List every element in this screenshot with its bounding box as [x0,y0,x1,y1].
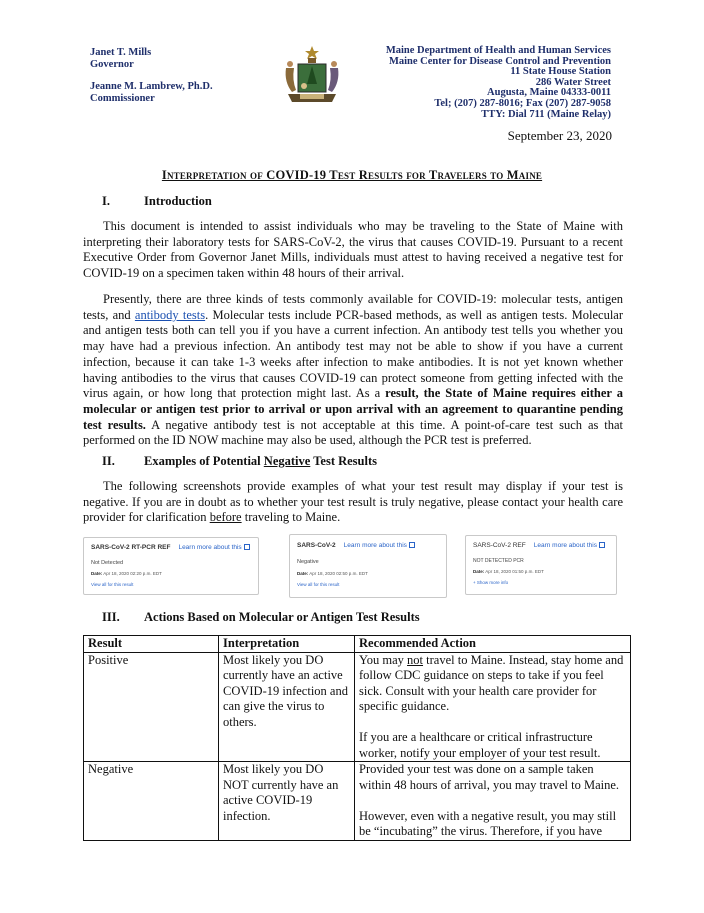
phone-fax: Tel; (207) 287-8016; Fax (207) 287-9058 [434,97,611,109]
examples-paragraph: The following screenshots provide examples of what your test result may display if your test is negative. If you are in doubt as to whether your test result is truly negative, please contact your health care provider for clarification before traveling to Maine. [83,479,623,525]
view-all-link[interactable]: View all for this result [91,582,134,587]
governor-title: Governor [90,59,134,70]
show-more-link[interactable]: + Show more info [473,580,509,585]
antibody-tests-link[interactable]: antibody tests [134,307,206,322]
card-date: Date: Apr 18, 2020 02:50 p.m. EDT [297,571,368,576]
table-row [84,652,631,762]
learn-more-link[interactable]: Learn more about this [178,544,242,551]
column-header: Interpretation [219,636,355,653]
document-date: September 23, 2020 [507,128,612,143]
external-link-icon [599,542,605,548]
intro-paragraph-2: Presently, there are three kinds of tests commonly available for COVID-19: molecular tests, antigen tests, and antibody tests. Molecular tests include PCR-based methods, as well as antigen tests. Molecular and antigen tests both can tell you if you have a current infection. An antibody test tells you whether you may have had a previous infection. An antibody test may not be able to show if you have a current infection, because it can take 1-3 weeks after infection to make antibodies. It is not yet known whether having antibodies to the virus that causes COVID-19 can protect someone from getting infected with the virus again, or how long that protection might last. As a result, the State of Maine requires either a molecular or antigen test prior to arrival or upon arrival with an agreement to quarantine pending test results. A negative antibody test is not acceptable at this time. A point-of-care test such as that performed on the ID NOW machine may also be used, although the PCR test is preferred. [83,292,624,448]
address-line-3: Augusta, Maine 04333-0011 [487,87,611,99]
header-officials [90,47,213,105]
view-all-link[interactable]: View all for this result [297,582,340,587]
interpretation-cell: Most likely you DO NOT currently have an active COVID-19 infection. [219,762,355,841]
column-header: Result [84,636,219,653]
table-header-row [84,636,631,653]
commissioner-name: Jeanne M. Lambrew, Ph.D. [90,81,213,92]
department-address [386,46,611,120]
action-cell: Provided your test was done on a sample taken within 48 hours of arrival, you may travel to Maine. However, even with a negative result, you may still be “incubating” the virus. Therefore, if you have [355,762,631,841]
commissioner-title: Commissioner [90,93,155,104]
action-cell: You may not travel to Maine. Instead, stay home and follow CDC guidance on steps to take if you feel sick. Consult with your health care provider for specific guidance. If you are a healthcare or critical infrastructure worker, notify your employer of your test result. [355,652,631,762]
section-title: Examples of Potential Negative Test Results [144,454,377,468]
section-number: II. [102,454,115,468]
card-result: Not Detected [91,560,124,566]
card-result: Negative [297,559,319,565]
card-date: Date: Apr 18, 2020 01:50 p.m. EDT [473,569,544,574]
card-title: SARS-CoV-2 RT-PCR REF [91,544,171,551]
result-cell: Negative [84,762,219,841]
example-result-card [465,535,617,595]
example-result-card [289,534,447,598]
address-line-2: 286 Water Street [535,76,611,88]
cdc-name: Maine Center for Disease Control and Prevention [388,55,611,67]
dept-name: Maine Department of Health and Human Services [385,45,611,56]
document-title: Interpretation of COVID-19 Test Results for Travelers to Maine [161,168,543,182]
result-cell: Positive [84,652,219,762]
card-title: SARS-CoV-2 REF [473,542,526,549]
section-title: Actions Based on Molecular or Antigen Test Results [144,610,420,624]
column-header: Recommended Action [355,636,631,653]
maine-state-seal-icon [280,44,344,108]
tty: TTY: Dial 711 (Maine Relay) [481,108,611,120]
interpretation-cell: Most likely you DO currently have an active COVID-19 infection and can give the virus to others. [219,652,355,762]
address-line-1: 11 State House Station [510,66,611,78]
intro-paragraph-1: This document is intended to assist individuals who may be traveling to the State of Maine with interpreting their laboratory tests for SARS-CoV-2, the virus that causes COVID-19. Pursuant to a recent Executive Order from Governor Janet Mills, individuals must attest to having received a negative test for COVID-19 on a specimen taken within 48 hours of their arrival. [83,219,623,281]
external-link-icon [409,542,415,548]
learn-more-link[interactable]: Learn more about this [343,542,407,549]
results-table [83,635,631,841]
governor-name: Janet T. Mills [90,47,152,58]
section-number: I. [102,194,110,208]
learn-more-link[interactable]: Learn more about this [533,542,597,549]
table-row [84,762,631,841]
section-number: III. [102,610,120,624]
card-result: NOT DETECTED PCR [473,558,524,564]
example-result-card [83,537,259,595]
card-title: SARS-CoV-2 [297,542,336,549]
external-link-icon [244,544,250,550]
card-date: Date: Apr 18, 2020 02:20 p.m. EDT [91,571,162,576]
section-title: Introduction [144,194,212,208]
